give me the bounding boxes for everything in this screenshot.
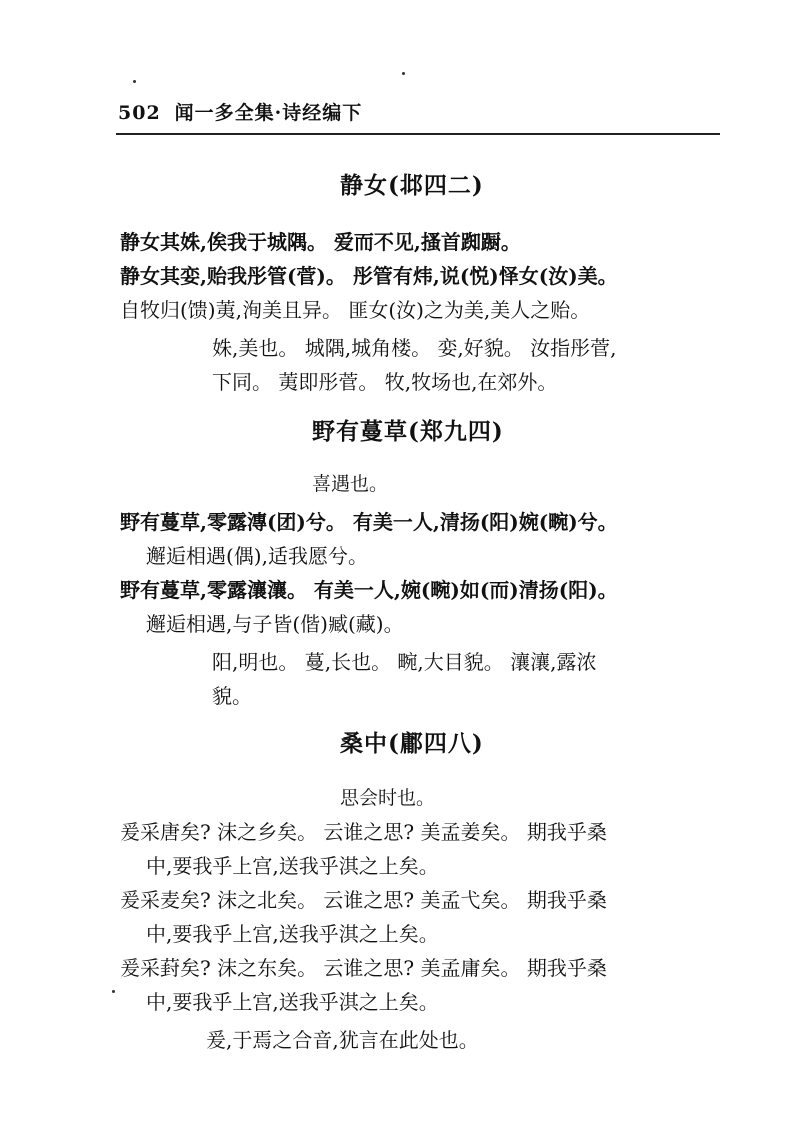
note-line: 貌。 <box>212 684 252 708</box>
verse-line: 自牧归(馈)荑,洵美且异。 匪女(汝)之为美,美人之贻。 <box>120 298 591 322</box>
verse-line: 静女其娈,贻我彤管(菅)。 彤管有炜,说(悦)怿女(汝)美。 <box>120 264 618 288</box>
verse-line: 爰采唐矣? 沫之乡矣。 云谁之思? 美孟姜矣。 期我乎桑 <box>120 820 607 844</box>
verse-line: 静女其姝,俟我于城隅。 爱而不见,搔首踟蹰。 <box>120 230 521 254</box>
speck-mark <box>133 80 136 83</box>
verse-line: 中,要我乎上宫,送我乎淇之上矣。 <box>146 854 439 878</box>
poem-title: 桑中(鄘四八) <box>340 730 484 757</box>
poem-title: 静女(邶四二) <box>340 172 484 199</box>
note-line: 阳,明也。 蔓,长也。 畹,大目貌。 瀼瀼,露浓 <box>212 650 597 674</box>
note-line: 姝,美也。 城隅,城角楼。 娈,好貌。 汝指彤菅, <box>212 336 617 360</box>
speck-mark <box>402 72 405 75</box>
verse-line: 邂逅相遇,与子皆(偕)臧(藏)。 <box>146 612 404 636</box>
poem-subtitle: 思会时也。 <box>340 787 436 809</box>
speck-mark <box>112 990 115 993</box>
note-line: 爰,于焉之合音,犹言在此处也。 <box>206 1028 479 1052</box>
verse-line: 中,要我乎上宫,送我乎淇之上矣。 <box>146 990 439 1014</box>
poem-subtitle: 喜遇也。 <box>312 473 389 495</box>
verse-line: 中,要我乎上宫,送我乎淇之上矣。 <box>146 922 439 946</box>
verse-line: 邂逅相遇(偶),适我愿兮。 <box>146 544 368 568</box>
verse-line: 爰采麦矣? 沫之北矣。 云谁之思? 美孟弋矣。 期我乎桑 <box>120 888 607 912</box>
header-rule <box>116 133 720 135</box>
page-number: 502 <box>118 102 161 124</box>
verse-line: 野有蔓草,零露瀼瀼。 有美一人,婉(畹)如(而)清扬(阳)。 <box>120 578 618 602</box>
note-line: 下同。 荑即彤菅。 牧,牧场也,在郊外。 <box>212 370 558 394</box>
poem-title: 野有蔓草(郑九四) <box>312 418 504 445</box>
verse-line: 爰采葑矣? 沫之东矣。 云谁之思? 美孟庸矣。 期我乎桑 <box>120 956 607 980</box>
running-title: 闻一多全集·诗经编下 <box>174 102 363 124</box>
verse-line: 野有蔓草,零露漙(团)兮。 有美一人,清扬(阳)婉(畹)兮。 <box>120 510 618 534</box>
running-header <box>118 98 362 125</box>
